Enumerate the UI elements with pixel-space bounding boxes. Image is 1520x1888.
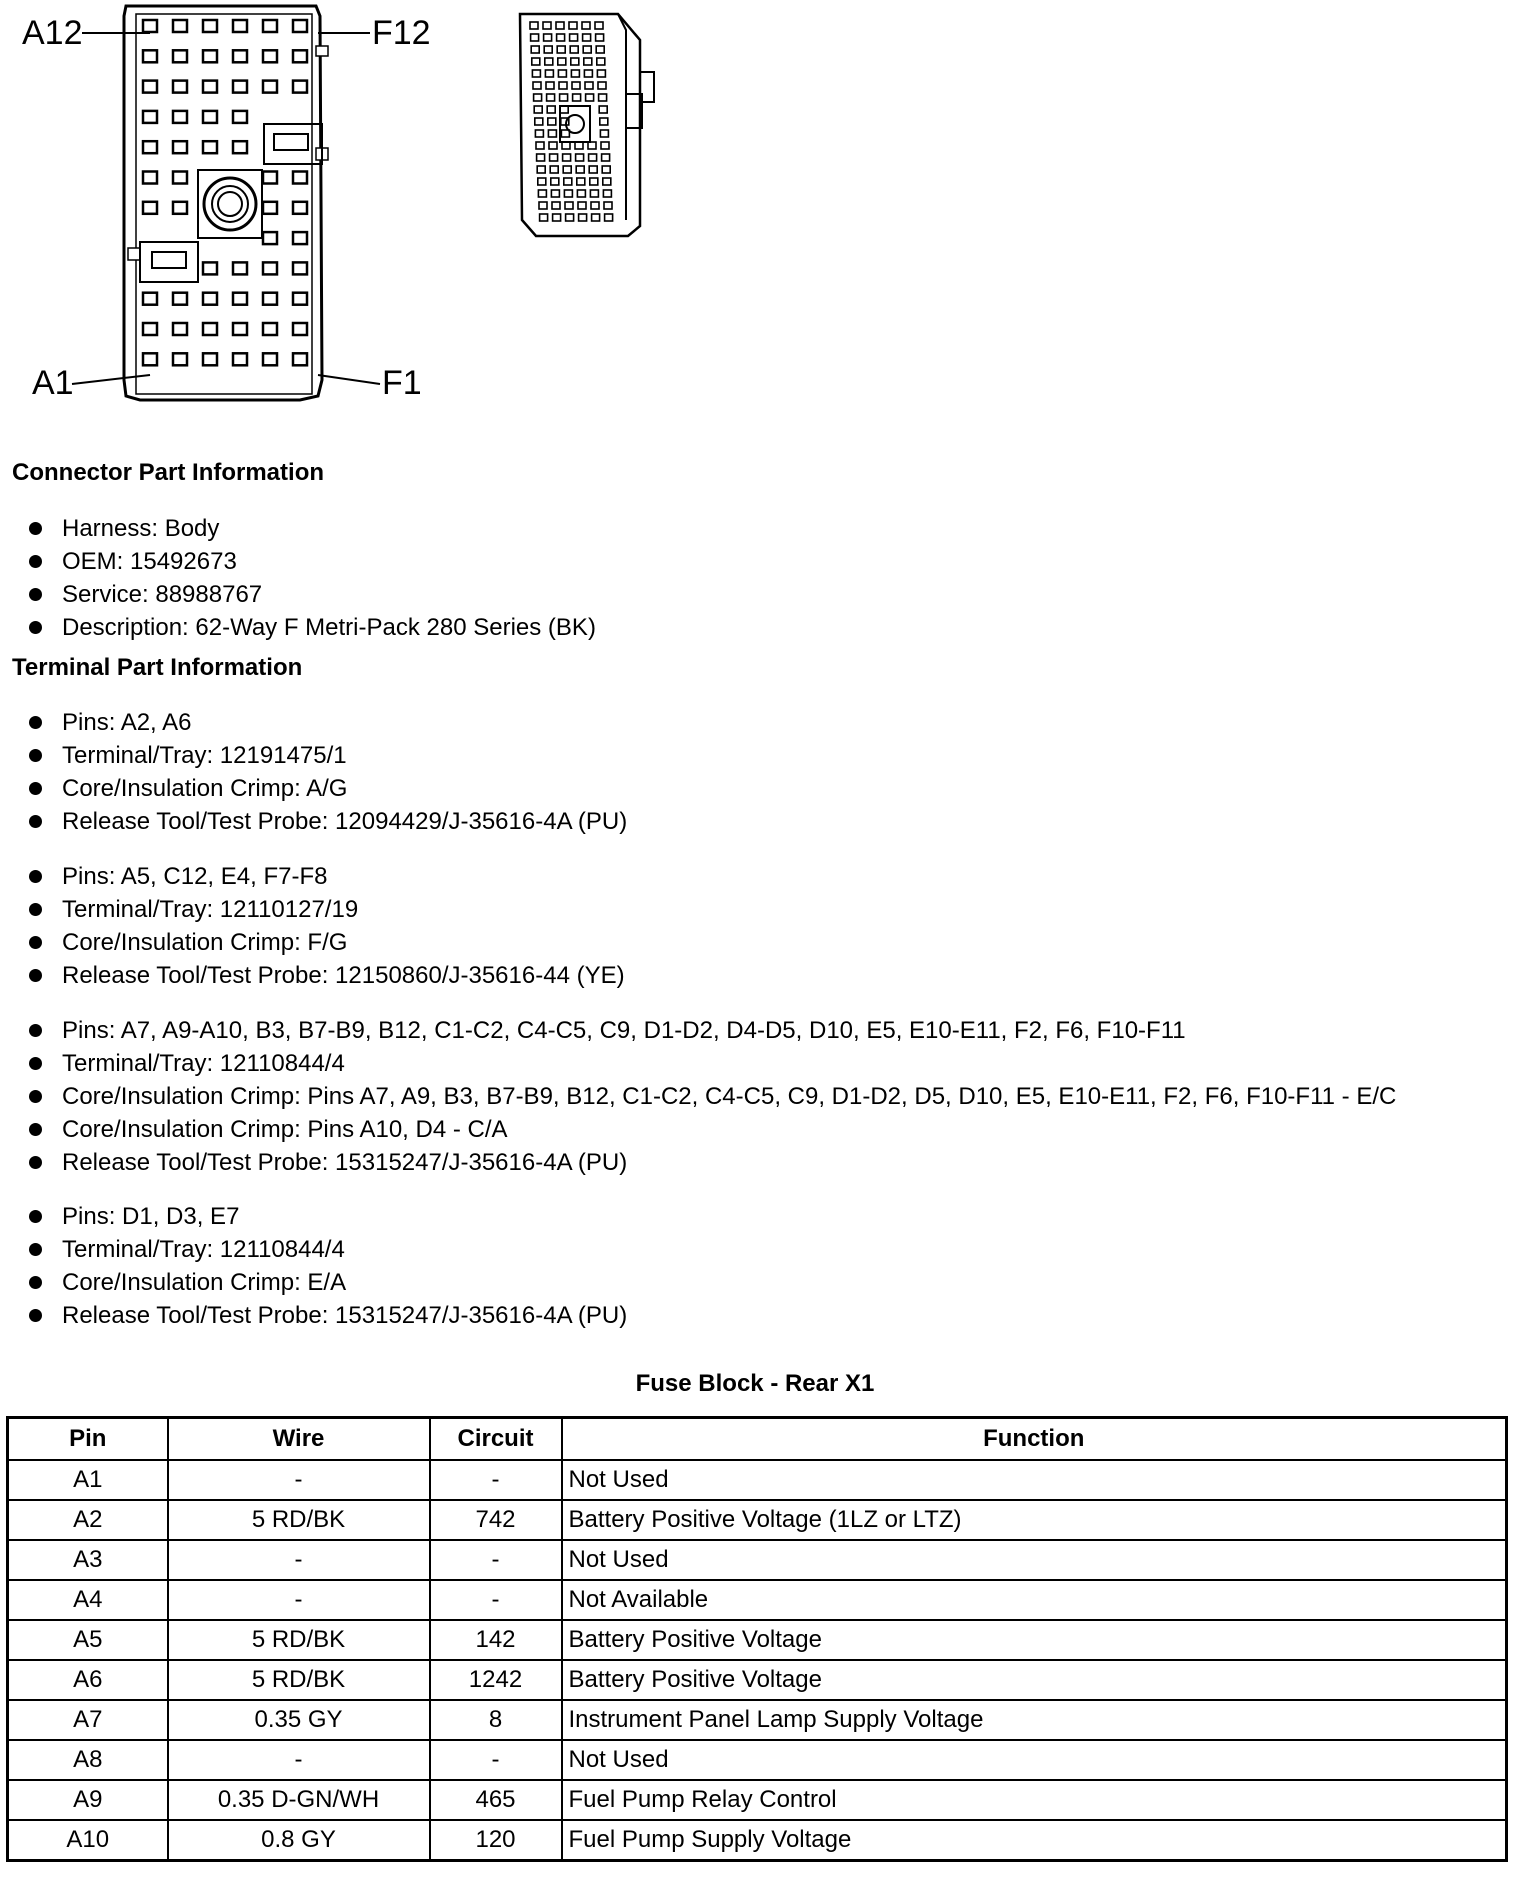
table-row — [8, 1780, 1507, 1820]
cell-function: Battery Positive Voltage (1LZ or LTZ) — [562, 1500, 1507, 1540]
iso-pin-cavity — [557, 34, 565, 41]
iso-pin-cavity — [557, 46, 565, 53]
iso-pin-cavity — [551, 178, 559, 185]
iso-pin-cavity — [578, 202, 586, 209]
iso-pin-cavity — [545, 70, 553, 77]
iso-pin-cavity — [605, 214, 613, 221]
iso-pin-cavity — [556, 22, 564, 29]
connector-isometric-drawing — [0, 0, 700, 420]
iso-pin-cavity — [559, 82, 567, 89]
table-row — [8, 1700, 1507, 1740]
cell-function: Not Used — [562, 1740, 1507, 1780]
iso-pin-cavity — [588, 142, 596, 149]
iso-pin-cavity — [532, 70, 540, 77]
terminal-part-heading: Terminal Part Information — [12, 654, 303, 681]
iso-pin-cavity — [571, 70, 579, 77]
iso-pin-cavity — [552, 202, 560, 209]
table-row — [8, 1820, 1507, 1861]
iso-pin-cavity — [544, 46, 552, 53]
label-a12: A12 — [22, 14, 83, 52]
list-item: Release Tool/Test Probe: 15315247/J-35616-4A (PU) — [0, 1299, 627, 1332]
cell-function: Not Available — [562, 1580, 1507, 1620]
iso-pin-cavity — [570, 46, 578, 53]
cell-pin: A9 — [8, 1780, 168, 1820]
iso-pin-cavity — [582, 22, 590, 29]
cell-wire: 5 RD/BK — [168, 1620, 430, 1660]
list-item: Terminal/Tray: 12110127/19 — [0, 893, 625, 926]
iso-pin-cavity — [589, 154, 597, 161]
iso-pin-cavity — [551, 190, 559, 197]
cell-wire: - — [168, 1580, 430, 1620]
iso-pin-cavity — [549, 142, 557, 149]
column-header-circuit: Circuit — [430, 1418, 562, 1461]
cell-pin: A6 — [8, 1660, 168, 1700]
cell-circuit: - — [430, 1460, 562, 1500]
iso-pin-cavity — [585, 82, 593, 89]
list-item: Harness: Body — [0, 512, 596, 545]
iso-pin-cavity — [547, 94, 555, 101]
iso-pin-cavity — [572, 82, 580, 89]
list-item: Pins: A7, A9-A10, B3, B7-B9, B12, C1-C2, C4-C5, C9, D1-D2, D4-D5, D10, E5, E10-E11, F2, F6, F10-F11 — [0, 1014, 1396, 1047]
iso-pin-cavity — [600, 130, 608, 137]
iso-pin-cavity — [533, 82, 541, 89]
iso-pin-cavity — [603, 190, 611, 197]
cell-pin: A2 — [8, 1500, 168, 1540]
iso-pin-cavity — [553, 214, 561, 221]
table-row — [8, 1540, 1507, 1580]
table-row — [8, 1620, 1507, 1660]
list-item: Core/Insulation Crimp: E/A — [0, 1266, 627, 1299]
cell-circuit: 742 — [430, 1500, 562, 1540]
list-item: Core/Insulation Crimp: A/G — [0, 772, 627, 805]
cell-function: Battery Positive Voltage — [562, 1620, 1507, 1660]
iso-pin-cavity — [546, 82, 554, 89]
cell-wire: - — [168, 1540, 430, 1580]
label-f12: F12 — [372, 14, 431, 52]
iso-pin-cavity — [538, 178, 546, 185]
list-item: Pins: D1, D3, E7 — [0, 1200, 627, 1233]
iso-pin-cavity — [535, 118, 543, 125]
cell-circuit: 120 — [430, 1820, 562, 1861]
list-item: Terminal/Tray: 12191475/1 — [0, 739, 627, 772]
cell-pin: A4 — [8, 1580, 168, 1620]
iso-pin-cavity — [595, 22, 603, 29]
list-item: Pins: A5, C12, E4, F7-F8 — [0, 860, 625, 893]
cell-circuit: - — [430, 1580, 562, 1620]
cell-pin: A10 — [8, 1820, 168, 1861]
list-item: Core/Insulation Crimp: Pins A7, A9, B3, B7-B9, B12, C1-C2, C4-C5, C9, D1-D2, D5, D10, E5, E10-E11, F2, F6, F10-F11 - E/C — [0, 1080, 1396, 1113]
cell-wire: 5 RD/BK — [168, 1500, 430, 1540]
iso-pin-cavity — [564, 190, 572, 197]
iso-pin-cavity — [590, 190, 598, 197]
iso-pin-cavity — [537, 166, 545, 173]
iso-pin-cavity — [592, 214, 600, 221]
iso-pin-cavity — [566, 214, 574, 221]
iso-pin-cavity — [596, 34, 604, 41]
iso-pin-cavity — [579, 214, 587, 221]
connector-part-list — [0, 512, 596, 644]
cell-pin: A5 — [8, 1620, 168, 1660]
iso-pin-cavity — [601, 142, 609, 149]
iso-pin-cavity — [531, 34, 539, 41]
iso-pin-cavity — [573, 94, 581, 101]
cell-circuit: 142 — [430, 1620, 562, 1660]
iso-pin-cavity — [560, 94, 568, 101]
iso-pin-cavity — [558, 70, 566, 77]
iso-pin-cavity — [571, 58, 579, 65]
label-f1: F1 — [382, 364, 422, 402]
cell-circuit: 1242 — [430, 1660, 562, 1700]
iso-pin-cavity — [558, 58, 566, 65]
iso-pin-cavity — [586, 94, 594, 101]
list-item: Pins: A2, A6 — [0, 706, 627, 739]
table-row — [8, 1740, 1507, 1780]
iso-pin-cavity — [584, 70, 592, 77]
iso-pin-cavity — [583, 46, 591, 53]
iso-pin-cavity — [543, 22, 551, 29]
iso-pin-cavity — [590, 178, 598, 185]
cell-wire: 0.35 D-GN/WH — [168, 1780, 430, 1820]
cell-circuit: - — [430, 1540, 562, 1580]
cell-function: Instrument Panel Lamp Supply Voltage — [562, 1700, 1507, 1740]
list-item: Core/Insulation Crimp: F/G — [0, 926, 625, 959]
cell-pin: A1 — [8, 1460, 168, 1500]
iso-pin-cavity — [563, 166, 571, 173]
connector-part-heading: Connector Part Information — [12, 459, 325, 486]
column-header-function: Function — [562, 1418, 1507, 1461]
iso-pin-cavity — [531, 46, 539, 53]
iso-pin-cavity — [535, 130, 543, 137]
list-item: OEM: 15492673 — [0, 545, 596, 578]
iso-pin-cavity — [532, 58, 540, 65]
table-row — [8, 1660, 1507, 1700]
cell-circuit: 8 — [430, 1700, 562, 1740]
cell-pin: A3 — [8, 1540, 168, 1580]
list-item: Release Tool/Test Probe: 12094429/J-35616-4A (PU) — [0, 805, 627, 838]
list-item: Terminal/Tray: 12110844/4 — [0, 1233, 627, 1266]
iso-pin-cavity — [602, 154, 610, 161]
cell-function: Not Used — [562, 1540, 1507, 1580]
iso-pin-cavity — [537, 154, 545, 161]
iso-pin-cavity — [536, 142, 544, 149]
iso-pin-cavity — [544, 34, 552, 41]
iso-pin-cavity — [576, 154, 584, 161]
terminal-group-2 — [0, 860, 625, 992]
iso-pin-cavity — [562, 142, 570, 149]
iso-pin-cavity — [534, 94, 542, 101]
list-item: Description: 62-Way F Metri-Pack 280 Series (BK) — [0, 611, 596, 644]
iso-pin-cavity — [598, 82, 606, 89]
iso-pin-cavity — [584, 58, 592, 65]
list-item: Terminal/Tray: 12110844/4 — [0, 1047, 1396, 1080]
iso-pin-cavity — [602, 166, 610, 173]
cell-wire: 5 RD/BK — [168, 1660, 430, 1700]
list-item: Core/Insulation Crimp: Pins A10, D4 - C/A — [0, 1113, 1396, 1146]
iso-pin-cavity — [548, 130, 556, 137]
cell-pin: A8 — [8, 1740, 168, 1780]
iso-pin-cavity — [599, 106, 607, 113]
cell-wire: - — [168, 1460, 430, 1500]
iso-pin-cavity — [538, 190, 546, 197]
cell-function: Fuel Pump Supply Voltage — [562, 1820, 1507, 1861]
cell-function: Not Used — [562, 1460, 1507, 1500]
column-header-wire: Wire — [168, 1418, 430, 1461]
iso-pin-cavity — [550, 166, 558, 173]
cell-wire: 0.35 GY — [168, 1700, 430, 1740]
iso-pin-cavity — [563, 154, 571, 161]
iso-pin-cavity — [564, 178, 572, 185]
iso-pin-cavity — [596, 46, 604, 53]
list-item: Release Tool/Test Probe: 15315247/J-35616-4A (PU) — [0, 1146, 1396, 1179]
iso-pin-cavity — [600, 118, 608, 125]
iso-pin-cavity — [577, 190, 585, 197]
iso-pin-cavity — [547, 106, 555, 113]
iso-pin-cavity — [597, 58, 605, 65]
iso-pin-cavity — [589, 166, 597, 173]
iso-pin-cavity — [604, 202, 612, 209]
terminal-group-4 — [0, 1200, 627, 1332]
table-title: Fuse Block - Rear X1 — [635, 1370, 875, 1397]
iso-pin-cavity — [569, 22, 577, 29]
column-header-pin: Pin — [8, 1418, 168, 1461]
cell-wire: 0.8 GY — [168, 1820, 430, 1861]
label-a1: A1 — [32, 364, 74, 402]
iso-pin-cavity — [570, 34, 578, 41]
iso-pin-cavity — [530, 22, 538, 29]
table-row — [8, 1580, 1507, 1620]
iso-pin-cavity — [548, 118, 556, 125]
iso-pin-cavity — [560, 106, 568, 113]
table-header-row — [8, 1418, 1507, 1461]
terminal-group-1 — [0, 706, 627, 838]
iso-pin-cavity — [565, 202, 573, 209]
iso-pin-cavity — [540, 214, 548, 221]
iso-pin-cavity — [597, 70, 605, 77]
table-row — [8, 1500, 1507, 1540]
terminal-group-3 — [0, 1014, 1396, 1179]
iso-pin-cavity — [591, 202, 599, 209]
list-item: Service: 88988767 — [0, 578, 596, 611]
pinout-table — [6, 1416, 1508, 1862]
iso-pin-cavity — [577, 178, 585, 185]
iso-pin-cavity — [599, 94, 607, 101]
iso-pin-cavity — [534, 106, 542, 113]
iso-pin-cavity — [539, 202, 547, 209]
list-item: Release Tool/Test Probe: 12150860/J-35616-44 (YE) — [0, 959, 625, 992]
cell-pin: A7 — [8, 1700, 168, 1740]
cell-wire: - — [168, 1740, 430, 1780]
iso-pin-cavity — [545, 58, 553, 65]
iso-pin-cavity — [575, 142, 583, 149]
cell-function: Battery Positive Voltage — [562, 1660, 1507, 1700]
iso-pin-cavity — [583, 34, 591, 41]
iso-pin-cavity — [576, 166, 584, 173]
connector-diagram — [0, 0, 700, 420]
iso-pin-cavity — [603, 178, 611, 185]
cell-function: Fuel Pump Relay Control — [562, 1780, 1507, 1820]
iso-pin-cavity — [550, 154, 558, 161]
table-row — [8, 1460, 1507, 1500]
cell-circuit: - — [430, 1740, 562, 1780]
cell-circuit: 465 — [430, 1780, 562, 1820]
